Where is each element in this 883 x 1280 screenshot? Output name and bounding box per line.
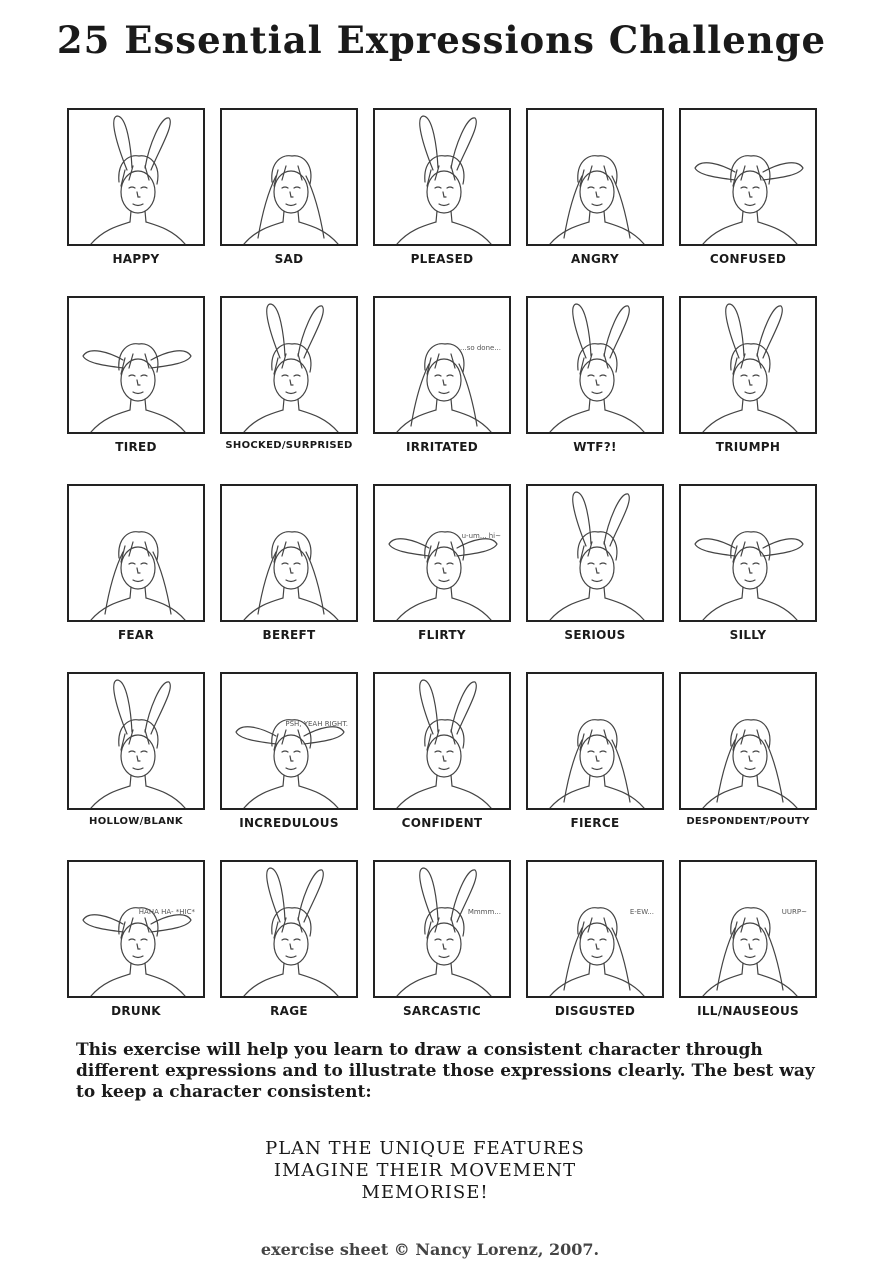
expression-cell (372, 108, 512, 266)
expression-panel (220, 296, 358, 434)
character-sketch (222, 486, 356, 620)
expression-cell (525, 296, 665, 454)
motto-line: IMAGINE THEIR MOVEMENT (273, 1160, 577, 1181)
character-sketch (222, 298, 356, 432)
ear (153, 552, 171, 614)
ear (564, 176, 582, 238)
ear (306, 176, 324, 238)
expression-cell (678, 108, 818, 266)
eyes (435, 375, 453, 376)
expression-cell (219, 484, 359, 642)
speech-note: PSH, YEAH RIGHT. (285, 720, 348, 728)
character-sketch (69, 862, 203, 996)
expression-label: HOLLOW/BLANK (89, 816, 183, 827)
shoulders (244, 963, 338, 996)
character-sketch (528, 298, 662, 432)
nose (290, 756, 293, 761)
character-sketch (222, 110, 356, 244)
shoulders (91, 211, 185, 244)
nose (137, 568, 140, 573)
ear (757, 306, 782, 358)
eyes (282, 939, 300, 940)
eyes (129, 187, 147, 188)
ear (306, 552, 324, 614)
grid-row (66, 860, 818, 1018)
face (274, 735, 308, 777)
eyes (129, 375, 147, 376)
face (427, 359, 461, 401)
shoulders (91, 399, 185, 432)
eyes (588, 187, 606, 188)
expression-cell (219, 860, 359, 1018)
ear (717, 928, 735, 990)
character-sketch (528, 486, 662, 620)
mouth (133, 956, 143, 958)
mouth (592, 204, 602, 206)
eyes (741, 563, 759, 564)
speech-note: Mmmm... (467, 908, 501, 916)
nose (443, 380, 446, 385)
nose (443, 944, 446, 949)
mouth (286, 580, 296, 582)
nose (749, 192, 752, 197)
expression-cell (66, 484, 206, 642)
face (580, 735, 614, 777)
shoulders (244, 399, 338, 432)
expression-panel (373, 484, 511, 622)
expression-panel (67, 484, 205, 622)
expression-label: DESPONDENT/POUTY (686, 816, 810, 827)
character-sketch (528, 674, 662, 808)
eyes (588, 563, 606, 564)
shoulders (550, 963, 644, 996)
nose (749, 380, 752, 385)
ear (451, 118, 476, 170)
shoulders (703, 963, 797, 996)
expression-panel (67, 108, 205, 246)
expression-label: SILLY (729, 628, 767, 642)
ear (612, 176, 630, 238)
ear (564, 928, 582, 990)
face (121, 547, 155, 589)
eyes (741, 375, 759, 376)
ear (604, 306, 629, 358)
ear (258, 552, 276, 614)
nose (443, 756, 446, 761)
expression-label: SHOCKED/SURPRISED (225, 440, 353, 451)
mouth (133, 768, 143, 770)
ear (298, 306, 323, 358)
expression-cell (66, 108, 206, 266)
character-sketch (681, 486, 815, 620)
nose (596, 192, 599, 197)
mouth (133, 580, 143, 582)
shoulders (91, 587, 185, 620)
expression-cell (678, 672, 818, 830)
mouth (286, 768, 296, 770)
expression-label: RAGE (270, 1004, 308, 1018)
ear (695, 163, 735, 180)
expression-cell (678, 296, 818, 454)
shoulders (550, 775, 644, 808)
expression-panel (220, 108, 358, 246)
nose (443, 568, 446, 573)
character-sketch (375, 674, 509, 808)
expression-label: INCREDULOUS (239, 816, 339, 830)
nose (596, 756, 599, 761)
face (580, 171, 614, 213)
expression-grid (66, 108, 818, 1048)
expression-cell (372, 296, 512, 454)
shoulders (703, 775, 797, 808)
face (427, 923, 461, 965)
ear (612, 740, 630, 802)
expression-panel (679, 108, 817, 246)
ear (765, 740, 783, 802)
shoulders (397, 211, 491, 244)
grid-row (66, 296, 818, 454)
grid-row (66, 484, 818, 642)
ear (459, 364, 477, 426)
face (274, 171, 308, 213)
nose (596, 568, 599, 573)
ear (389, 539, 429, 556)
face (121, 171, 155, 213)
shoulders (397, 399, 491, 432)
mouth (439, 392, 449, 394)
ear (695, 539, 735, 556)
shoulders (703, 211, 797, 244)
face (733, 735, 767, 777)
mouth (745, 768, 755, 770)
mouth (439, 580, 449, 582)
nose (290, 568, 293, 573)
shoulders (91, 775, 185, 808)
character-sketch (69, 110, 203, 244)
shoulders (397, 963, 491, 996)
expression-cell (525, 672, 665, 830)
ear (717, 740, 735, 802)
motto (0, 1138, 850, 1204)
eyes (588, 939, 606, 940)
expression-label: FLIRTY (418, 628, 466, 642)
mouth (745, 392, 755, 394)
expression-panel (679, 296, 817, 434)
expression-panel (373, 296, 511, 434)
mouth (745, 956, 755, 958)
nose (137, 944, 140, 949)
ear (612, 928, 630, 990)
face (580, 923, 614, 965)
mouth (592, 768, 602, 770)
character-sketch (681, 110, 815, 244)
shoulders (550, 399, 644, 432)
motto-line: MEMORISE! (361, 1182, 489, 1203)
character-sketch (69, 486, 203, 620)
expression-cell (372, 860, 512, 1018)
expression-panel (220, 860, 358, 998)
expression-cell (66, 296, 206, 454)
speech-note: HAHA HA- *HIC* (138, 908, 195, 916)
nose (749, 568, 752, 573)
shoulders (703, 399, 797, 432)
mouth (133, 204, 143, 206)
character-sketch (375, 862, 509, 996)
speech-note: UURP~ (781, 908, 807, 916)
expression-label: TRIUMPH (715, 440, 781, 454)
mouth (745, 204, 755, 206)
expression-panel (526, 672, 664, 810)
eyes (435, 751, 453, 752)
eyes (129, 939, 147, 940)
expression-panel (373, 860, 511, 998)
mouth (286, 956, 296, 958)
shoulders (91, 963, 185, 996)
face (427, 171, 461, 213)
nose (596, 944, 599, 949)
nose (137, 380, 140, 385)
character-sketch (222, 862, 356, 996)
character-sketch (528, 862, 662, 996)
mouth (286, 204, 296, 206)
ear (236, 727, 276, 744)
character-sketch (681, 862, 815, 996)
expression-cell (525, 108, 665, 266)
expression-label: BEREFT (262, 628, 316, 642)
character-sketch (375, 486, 509, 620)
eyes (435, 939, 453, 940)
expression-panel (526, 860, 664, 998)
shoulders (244, 211, 338, 244)
page-title: 25 Essential Expressions Challenge (56, 18, 827, 62)
eyes (129, 563, 147, 564)
expression-label: ANGRY (571, 252, 619, 266)
speech-note: E-EW... (629, 908, 654, 916)
expression-panel (373, 672, 511, 810)
expression-cell (66, 860, 206, 1018)
expression-label: WTF?! (573, 440, 617, 454)
eyes (435, 563, 453, 564)
exercise-description: This exercise will help you learn to draw a consistent character through different expressions and to illustrate those expressions clearly. The best way to keep a character consistent: (76, 1040, 815, 1102)
shoulders (550, 211, 644, 244)
expression-label: CONFIDENT (401, 816, 483, 830)
ear (765, 928, 783, 990)
expression-label: FIERCE (570, 816, 620, 830)
ear (83, 351, 123, 368)
expression-panel (679, 484, 817, 622)
mouth (439, 768, 449, 770)
expression-cell (219, 108, 359, 266)
expression-panel (67, 860, 205, 998)
character-sketch (222, 674, 356, 808)
expression-label: SARCASTIC (402, 1004, 482, 1018)
mouth (133, 392, 143, 394)
eyes (282, 751, 300, 752)
face (427, 735, 461, 777)
character-sketch (375, 110, 509, 244)
shoulders (397, 775, 491, 808)
mouth (592, 580, 602, 582)
face (121, 359, 155, 401)
mouth (439, 204, 449, 206)
expression-label: TIRED (115, 440, 157, 454)
nose (290, 944, 293, 949)
shoulders (397, 587, 491, 620)
mouth (286, 392, 296, 394)
expression-cell (678, 484, 818, 642)
expression-label: SERIOUS (564, 628, 626, 642)
expression-panel (220, 672, 358, 810)
expression-label: DISGUSTED (554, 1004, 636, 1018)
face (274, 923, 308, 965)
ear (604, 494, 629, 546)
mouth (592, 956, 602, 958)
eyes (588, 751, 606, 752)
ear (298, 870, 323, 922)
mouth (745, 580, 755, 582)
expression-panel (67, 296, 205, 434)
face (733, 547, 767, 589)
ear (411, 364, 429, 426)
face (733, 171, 767, 213)
grid-row (66, 108, 818, 266)
character-sketch (69, 298, 203, 432)
expression-cell (372, 672, 512, 830)
eyes (741, 187, 759, 188)
expression-panel (679, 672, 817, 810)
face (733, 923, 767, 965)
expression-cell (525, 484, 665, 642)
expression-label: PLEASED (410, 252, 474, 266)
grid-row (66, 672, 818, 830)
nose (137, 756, 140, 761)
expression-label: CONFUSED (709, 252, 787, 266)
nose (443, 192, 446, 197)
face (121, 923, 155, 965)
expression-panel (526, 108, 664, 246)
mouth (592, 392, 602, 394)
eyes (588, 375, 606, 376)
character-sketch (69, 674, 203, 808)
shoulders (244, 587, 338, 620)
motto-line: PLAN THE UNIQUE FEATURES (265, 1138, 585, 1159)
expression-panel (526, 296, 664, 434)
expression-panel (67, 672, 205, 810)
expression-cell (219, 296, 359, 454)
ear (145, 118, 170, 170)
expression-cell (678, 860, 818, 1018)
expression-panel (220, 484, 358, 622)
character-sketch (528, 110, 662, 244)
eyes (129, 751, 147, 752)
speech-note: ...so done... (460, 344, 501, 352)
ear (83, 915, 123, 932)
ear (451, 682, 476, 734)
character-sketch (375, 298, 509, 432)
face (274, 359, 308, 401)
shoulders (703, 587, 797, 620)
face (580, 359, 614, 401)
eyes (741, 939, 759, 940)
character-sketch (681, 674, 815, 808)
ear (564, 740, 582, 802)
nose (596, 380, 599, 385)
face (427, 547, 461, 589)
expression-label: SAD (274, 252, 304, 266)
face (733, 359, 767, 401)
eyes (282, 563, 300, 564)
expression-panel (679, 860, 817, 998)
shoulders (550, 587, 644, 620)
expression-cell (219, 672, 359, 830)
eyes (741, 751, 759, 752)
eyes (282, 375, 300, 376)
face (580, 547, 614, 589)
nose (749, 944, 752, 949)
eyes (435, 187, 453, 188)
expression-panel (526, 484, 664, 622)
ear (145, 682, 170, 734)
expression-cell (525, 860, 665, 1018)
expression-cell (372, 484, 512, 642)
nose (137, 192, 140, 197)
expression-label: IRRITATED (405, 440, 479, 454)
face (274, 547, 308, 589)
nose (749, 756, 752, 761)
ear (258, 176, 276, 238)
ear (105, 552, 123, 614)
expression-panel (373, 108, 511, 246)
nose (290, 380, 293, 385)
speech-note: u-um... hi~ (461, 532, 501, 540)
expression-label: ILL/NAUSEOUS (697, 1004, 799, 1018)
expression-label: FEAR (117, 628, 155, 642)
expression-label: DRUNK (111, 1004, 161, 1018)
eyes (282, 187, 300, 188)
mouth (439, 956, 449, 958)
nose (290, 192, 293, 197)
face (121, 735, 155, 777)
expression-label: HAPPY (112, 252, 160, 266)
expression-cell (66, 672, 206, 830)
copyright-credit: exercise sheet © Nancy Lorenz, 2007. (260, 1240, 600, 1259)
character-sketch (681, 298, 815, 432)
shoulders (244, 775, 338, 808)
